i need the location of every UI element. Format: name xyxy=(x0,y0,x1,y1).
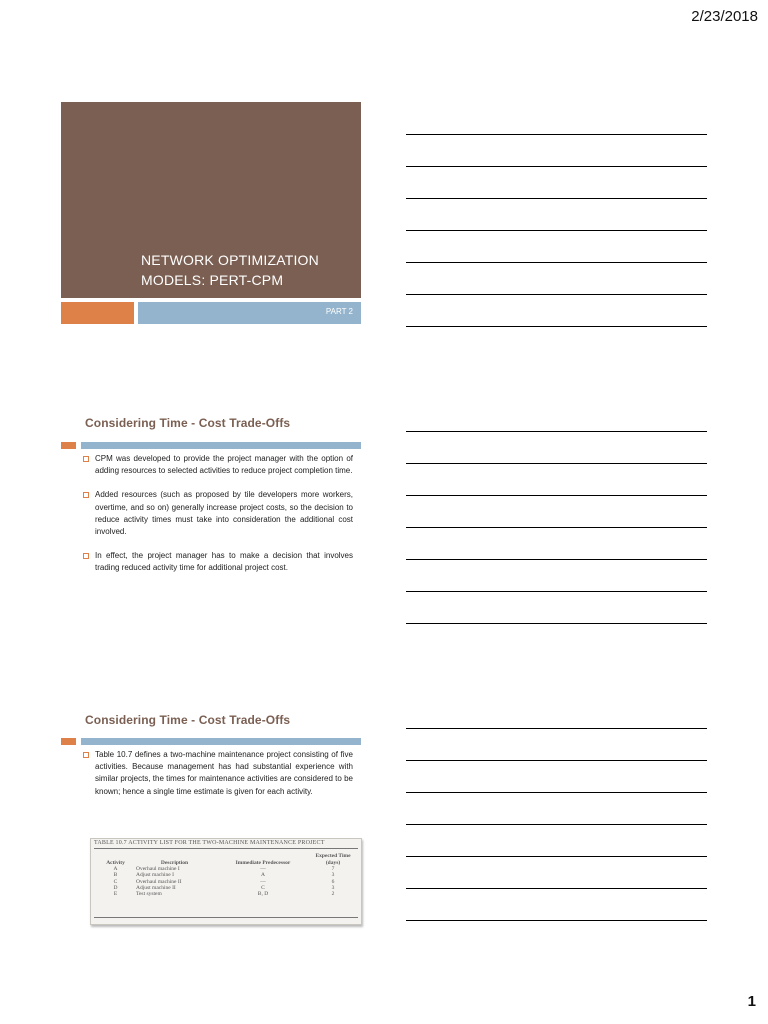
cell: Adjust machine II xyxy=(136,884,176,891)
note-line xyxy=(406,463,707,464)
cell: E xyxy=(113,891,118,898)
note-line xyxy=(406,920,707,921)
note-line xyxy=(406,760,707,761)
cell: B xyxy=(113,872,118,879)
bullet-text: CPM was developed to provide the project manager with the option of adding resources to selected activities to reduce project completion time. xyxy=(95,454,353,476)
accent-bar-orange xyxy=(61,442,76,449)
accent-bar-orange xyxy=(61,738,76,745)
square-bullet-icon xyxy=(83,752,89,758)
column-header: Activity xyxy=(106,859,125,866)
note-line xyxy=(406,623,707,624)
accent-bar-blue xyxy=(81,738,361,745)
table-rule xyxy=(94,848,358,849)
cell: Overhaul machine I xyxy=(136,866,180,872)
bullet-text: In effect, the project manager has to make a decision that involves trading reduced activity time for additional project cost. xyxy=(95,551,353,573)
subtitle-bar xyxy=(138,302,361,324)
note-line xyxy=(406,559,707,560)
title-line-1: NETWORK OPTIMIZATION xyxy=(141,252,319,268)
title-panel xyxy=(61,102,361,298)
note-line xyxy=(406,591,707,592)
bullet-item xyxy=(83,550,353,574)
cell: 2 xyxy=(331,891,335,898)
accent-block-orange xyxy=(61,302,134,324)
cell: Adjust machine I xyxy=(136,872,174,879)
note-line xyxy=(406,888,707,889)
bullet-text: Added resources (such as proposed by tile developers more workers, overtime, and so on) generally increase project costs, so the decision to reduce activity times must take into consideration the additional cost involved. xyxy=(95,490,353,537)
note-line xyxy=(406,294,707,295)
bullet-list xyxy=(83,749,353,810)
note-line xyxy=(406,326,707,327)
page-number: 1 xyxy=(747,993,756,1010)
cell: Test system xyxy=(136,891,162,898)
square-bullet-icon xyxy=(83,492,89,498)
cell: A xyxy=(260,872,265,879)
bullet-item xyxy=(83,453,353,477)
column-header: Description xyxy=(160,859,189,866)
slide-3 xyxy=(61,713,361,928)
cell: C xyxy=(113,878,118,885)
cell: Overhaul machine II xyxy=(136,878,182,885)
bullet-item xyxy=(83,749,353,798)
note-line xyxy=(406,262,707,263)
column-header: Immediate Predecessor xyxy=(235,859,291,866)
cell: 3 xyxy=(331,872,335,879)
note-line xyxy=(406,495,707,496)
slide-3-title: Considering Time - Cost Trade-Offs xyxy=(85,713,291,727)
table-rule xyxy=(94,917,358,918)
bullet-item xyxy=(83,489,353,538)
slide-2 xyxy=(61,416,361,616)
table-header-row xyxy=(97,853,355,866)
cell: — xyxy=(260,866,266,872)
activity-table-image xyxy=(90,838,362,925)
accent-bar-blue xyxy=(81,442,361,449)
note-line xyxy=(406,728,707,729)
square-bullet-icon xyxy=(83,456,89,462)
activity-table xyxy=(97,853,355,897)
cell: B, D xyxy=(257,891,269,898)
cell: 3 xyxy=(331,884,335,891)
bullet-list xyxy=(83,453,353,587)
table-caption: TABLE 10.7 ACTIVITY LIST FOR THE TWO-MACHINE MAINTENANCE PROJECT xyxy=(94,840,325,846)
table-row xyxy=(97,891,355,897)
cell: 6 xyxy=(331,878,335,885)
cell: D xyxy=(113,884,118,891)
column-header: Expected Time (days) xyxy=(315,853,351,866)
slide-1-title xyxy=(61,102,361,324)
slide-subtitle: PART 2 xyxy=(325,307,353,316)
document-date: 2/23/2018 xyxy=(691,8,758,25)
cell: — xyxy=(260,878,266,885)
cell: C xyxy=(261,884,265,891)
title-line-2: MODELS: PERT-CPM xyxy=(141,272,284,288)
cell: A xyxy=(113,866,118,872)
slide-title xyxy=(141,250,319,290)
note-line xyxy=(406,527,707,528)
note-line xyxy=(406,856,707,857)
note-line xyxy=(406,824,707,825)
note-line xyxy=(406,134,707,135)
note-line xyxy=(406,792,707,793)
note-line xyxy=(406,166,707,167)
note-line xyxy=(406,198,707,199)
slide-2-title: Considering Time - Cost Trade-Offs xyxy=(85,416,291,430)
note-line xyxy=(406,230,707,231)
square-bullet-icon xyxy=(83,553,89,559)
cell: 7 xyxy=(331,866,335,872)
bullet-text: Table 10.7 defines a two-machine maintenance project consisting of five activities. Because management has had substantial experience with similar projects, the times for maintenance activities are considered to be known; hence a single time estimate is given for each activity. xyxy=(95,750,353,796)
note-line xyxy=(406,431,707,432)
